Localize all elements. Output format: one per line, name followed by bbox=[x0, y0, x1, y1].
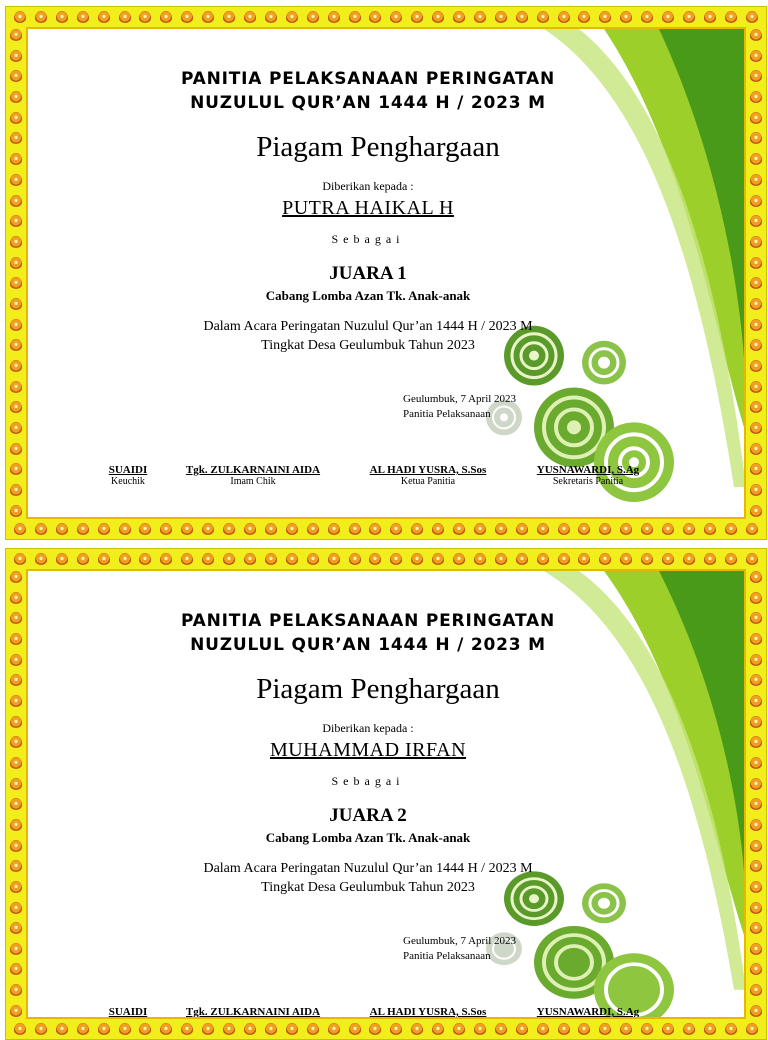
ornament-icon bbox=[10, 798, 22, 810]
recipient-name bbox=[168, 739, 568, 762]
ornament-icon bbox=[662, 1023, 674, 1035]
organizer-line-1: PANITIA PELAKSANAAN PERINGATAN bbox=[180, 69, 556, 89]
ornament-icon bbox=[56, 11, 68, 23]
ornament-icon bbox=[432, 11, 444, 23]
ornament-icon bbox=[265, 553, 277, 565]
ornament-icon bbox=[244, 11, 256, 23]
ornament-icon bbox=[750, 422, 762, 434]
organizer-line-1: PANITIA PELAKSANAAN PERINGATAN bbox=[180, 611, 556, 631]
ornament-icon bbox=[474, 553, 486, 565]
ornament-icon bbox=[746, 523, 758, 535]
ornament-icon bbox=[620, 1023, 632, 1035]
ornament-icon bbox=[10, 463, 22, 475]
ornament-icon bbox=[181, 11, 193, 23]
ornament-icon bbox=[10, 257, 22, 269]
ornament-icon bbox=[56, 553, 68, 565]
certificate-1 bbox=[5, 6, 767, 540]
ornament-icon bbox=[307, 523, 319, 535]
ornament-border-bottom bbox=[14, 521, 758, 537]
ornament-icon bbox=[750, 505, 762, 517]
place-date-block bbox=[403, 934, 516, 964]
certificate-title: Piagam Penghargaan bbox=[256, 131, 500, 163]
ornament-icon bbox=[328, 1023, 340, 1035]
signatory-name: SUAIDI bbox=[108, 464, 148, 476]
ornament-icon bbox=[750, 484, 762, 496]
ornament-icon bbox=[390, 11, 402, 23]
ornament-icon bbox=[599, 11, 611, 23]
ornament-icon bbox=[683, 523, 695, 535]
ornament-icon bbox=[750, 902, 762, 914]
ornament-icon bbox=[10, 422, 22, 434]
event-line-1: Dalam Acara Peringatan Nuzulul Qur’an 1444 H / 2023 M bbox=[203, 861, 533, 876]
ornament-icon bbox=[286, 523, 298, 535]
ornament-border-right bbox=[748, 29, 764, 517]
ornament-icon bbox=[641, 553, 653, 565]
ornament-icon bbox=[349, 11, 361, 23]
signatory-role: Sekretaris Panitia bbox=[552, 476, 624, 487]
ornament-icon bbox=[750, 716, 762, 728]
event-description bbox=[128, 859, 608, 897]
organizer-line-2: NUZULUL QUR’AN 1444 H / 2023 M bbox=[190, 93, 546, 113]
ornament-icon bbox=[181, 523, 193, 535]
ornament-icon bbox=[620, 523, 632, 535]
ornament-icon bbox=[202, 1023, 214, 1035]
ornament-icon bbox=[139, 11, 151, 23]
ornament-icon bbox=[119, 11, 131, 23]
ornament-icon bbox=[160, 553, 172, 565]
recipient-name bbox=[168, 197, 568, 220]
ornament-icon bbox=[265, 1023, 277, 1035]
ornament-icon bbox=[495, 553, 507, 565]
ornament-icon bbox=[750, 571, 762, 583]
ornament-icon bbox=[704, 11, 716, 23]
ornament-icon bbox=[578, 1023, 590, 1035]
ornament-icon bbox=[750, 612, 762, 624]
ornament-icon bbox=[14, 11, 26, 23]
ornament-icon bbox=[160, 11, 172, 23]
signatory-role: Ketua Panitia bbox=[400, 476, 456, 487]
place-date: Geulumbuk, 7 April 2023 bbox=[403, 393, 517, 405]
certificate-frame bbox=[26, 569, 746, 1019]
ornament-icon bbox=[750, 91, 762, 103]
ornament-icon bbox=[474, 11, 486, 23]
ornament-icon bbox=[160, 1023, 172, 1035]
signatory-4 bbox=[518, 464, 658, 487]
ornament-icon bbox=[750, 943, 762, 955]
recipient-name-text: MUHAMMAD IRFAN bbox=[269, 739, 467, 761]
ornament-icon bbox=[10, 840, 22, 852]
ornament-icon bbox=[369, 11, 381, 23]
ornament-icon bbox=[139, 1023, 151, 1035]
ornament-icon bbox=[683, 1023, 695, 1035]
rank-title: JUARA 1 bbox=[329, 263, 407, 284]
ornament-icon bbox=[750, 381, 762, 393]
signatory-2 bbox=[168, 1006, 338, 1018]
ornament-icon bbox=[750, 153, 762, 165]
ornament-icon bbox=[10, 592, 22, 604]
ornament-icon bbox=[10, 819, 22, 831]
ornament-icon bbox=[10, 757, 22, 769]
ornament-icon bbox=[369, 1023, 381, 1035]
competition-branch: Cabang Lomba Azan Tk. Anak-anak bbox=[265, 288, 471, 303]
ornament-icon bbox=[349, 523, 361, 535]
ornament-icon bbox=[77, 1023, 89, 1035]
ornament-icon bbox=[35, 553, 47, 565]
signatory-name: AL HADI YUSRA, S.Sos bbox=[369, 464, 487, 476]
ornament-icon bbox=[641, 523, 653, 535]
ornament-icon bbox=[558, 553, 570, 565]
ornament-icon bbox=[77, 523, 89, 535]
ornament-icon bbox=[10, 29, 22, 41]
ornament-icon bbox=[474, 523, 486, 535]
ornament-icon bbox=[244, 523, 256, 535]
ornament-icon bbox=[56, 1023, 68, 1035]
ornament-icon bbox=[35, 1023, 47, 1035]
ornament-icon bbox=[750, 592, 762, 604]
ornament-icon bbox=[516, 553, 528, 565]
ornament-border-top bbox=[14, 551, 758, 567]
ornament-icon bbox=[432, 553, 444, 565]
ornament-icon bbox=[223, 523, 235, 535]
ornament-icon bbox=[750, 798, 762, 810]
given-to-label: Diberikan kepada : bbox=[322, 721, 414, 735]
ornament-icon bbox=[750, 860, 762, 872]
ornament-icon bbox=[139, 523, 151, 535]
ornament-icon bbox=[10, 612, 22, 624]
ornament-icon bbox=[10, 236, 22, 248]
ornament-icon bbox=[369, 523, 381, 535]
ornament-icon bbox=[349, 1023, 361, 1035]
ornament-icon bbox=[750, 736, 762, 748]
ornament-icon bbox=[307, 11, 319, 23]
ornament-icon bbox=[10, 298, 22, 310]
ornament-icon bbox=[495, 1023, 507, 1035]
ornament-icon bbox=[683, 553, 695, 565]
ornament-icon bbox=[620, 553, 632, 565]
ornament-icon bbox=[307, 553, 319, 565]
ornament-border-bottom bbox=[14, 1021, 758, 1037]
organizer-line-2: NUZULUL QUR’AN 1444 H / 2023 M bbox=[190, 635, 546, 655]
ornament-icon bbox=[10, 132, 22, 144]
ornament-icon bbox=[349, 553, 361, 565]
ornament-icon bbox=[750, 50, 762, 62]
ornament-icon bbox=[495, 523, 507, 535]
ornament-icon bbox=[286, 553, 298, 565]
ornament-icon bbox=[750, 695, 762, 707]
ornament-icon bbox=[77, 11, 89, 23]
as-label: Sebagai bbox=[331, 232, 405, 246]
ornament-icon bbox=[10, 112, 22, 124]
ornament-icon bbox=[10, 695, 22, 707]
place-date: Geulumbuk, 7 April 2023 bbox=[403, 935, 517, 947]
ornament-icon bbox=[223, 553, 235, 565]
ornament-icon bbox=[750, 674, 762, 686]
ornament-icon bbox=[750, 1005, 762, 1017]
certificate-title: Piagam Penghargaan bbox=[256, 673, 500, 705]
ornament-icon bbox=[14, 1023, 26, 1035]
ornament-icon bbox=[10, 50, 22, 62]
ornament-icon bbox=[750, 70, 762, 82]
ornament-icon bbox=[662, 523, 674, 535]
ornament-icon bbox=[139, 553, 151, 565]
ornament-icon bbox=[746, 1023, 758, 1035]
ornament-icon bbox=[453, 11, 465, 23]
signatory-role: Imam Chik bbox=[230, 476, 276, 487]
ornament-icon bbox=[202, 553, 214, 565]
ornament-icon bbox=[537, 11, 549, 23]
ornament-icon bbox=[10, 963, 22, 975]
ornament-icon bbox=[98, 553, 110, 565]
signatory-2 bbox=[168, 464, 338, 487]
ornament-icon bbox=[119, 1023, 131, 1035]
ornament-icon bbox=[578, 523, 590, 535]
ornament-icon bbox=[10, 902, 22, 914]
ornament-icon bbox=[746, 11, 758, 23]
ornament-icon bbox=[10, 881, 22, 893]
ornament-icon bbox=[750, 132, 762, 144]
ornament-icon bbox=[286, 11, 298, 23]
competition-branch: Cabang Lomba Azan Tk. Anak-anak bbox=[265, 830, 471, 845]
ornament-icon bbox=[223, 1023, 235, 1035]
certificate-frame bbox=[26, 27, 746, 519]
ornament-icon bbox=[453, 1023, 465, 1035]
ornament-icon bbox=[750, 401, 762, 413]
ornament-icon bbox=[10, 339, 22, 351]
as-label: Sebagai bbox=[331, 774, 405, 788]
ornament-icon bbox=[286, 1023, 298, 1035]
ornament-icon bbox=[704, 523, 716, 535]
ornament-icon bbox=[411, 523, 423, 535]
ornament-icon bbox=[390, 1023, 402, 1035]
ornament-icon bbox=[750, 215, 762, 227]
recipient-name-text: PUTRA HAIKAL H bbox=[282, 197, 454, 219]
signatory-role: Keuchik bbox=[111, 476, 145, 487]
ornament-icon bbox=[746, 553, 758, 565]
ornament-icon bbox=[307, 1023, 319, 1035]
ornament-icon bbox=[77, 553, 89, 565]
ornament-icon bbox=[750, 298, 762, 310]
ornament-icon bbox=[750, 319, 762, 331]
ornament-icon bbox=[750, 360, 762, 372]
ornament-icon bbox=[10, 571, 22, 583]
ornament-icon bbox=[119, 553, 131, 565]
ornament-icon bbox=[725, 553, 737, 565]
ornament-icon bbox=[10, 195, 22, 207]
ornament-icon bbox=[578, 553, 590, 565]
ornament-icon bbox=[750, 881, 762, 893]
ornament-icon bbox=[10, 922, 22, 934]
ornament-icon bbox=[10, 91, 22, 103]
ornament-icon bbox=[750, 963, 762, 975]
ornament-border-left bbox=[8, 571, 24, 1017]
ornament-icon bbox=[599, 523, 611, 535]
ornament-icon bbox=[750, 633, 762, 645]
ornament-icon bbox=[750, 29, 762, 41]
ornament-icon bbox=[750, 195, 762, 207]
ornament-icon bbox=[750, 236, 762, 248]
signatory-name: YUSNAWARDI, S.Ag bbox=[536, 1006, 640, 1018]
ornament-icon bbox=[98, 523, 110, 535]
ornament-icon bbox=[641, 11, 653, 23]
ornament-icon bbox=[558, 1023, 570, 1035]
ornament-icon bbox=[265, 523, 277, 535]
ornament-icon bbox=[328, 553, 340, 565]
ornament-icon bbox=[599, 1023, 611, 1035]
ornament-icon bbox=[10, 443, 22, 455]
ornament-icon bbox=[750, 339, 762, 351]
ornament-icon bbox=[265, 11, 277, 23]
ornament-icon bbox=[516, 523, 528, 535]
ornament-icon bbox=[14, 553, 26, 565]
ornament-icon bbox=[10, 654, 22, 666]
ornament-icon bbox=[750, 174, 762, 186]
ornament-icon bbox=[725, 523, 737, 535]
certificate-2 bbox=[5, 548, 767, 1040]
ornament-icon bbox=[725, 11, 737, 23]
ornament-icon bbox=[641, 1023, 653, 1035]
ornament-icon bbox=[10, 984, 22, 996]
ornament-icon bbox=[98, 11, 110, 23]
ornament-icon bbox=[10, 1005, 22, 1017]
rank-title: JUARA 2 bbox=[329, 805, 407, 826]
place-date-block bbox=[403, 392, 516, 422]
signatory-name: YUSNAWARDI, S.Ag bbox=[536, 464, 640, 476]
signatory-3 bbox=[358, 464, 498, 487]
ornament-icon bbox=[750, 922, 762, 934]
ornament-icon bbox=[474, 1023, 486, 1035]
ornament-icon bbox=[244, 1023, 256, 1035]
ornament-icon bbox=[160, 523, 172, 535]
ornament-icon bbox=[119, 523, 131, 535]
ornament-icon bbox=[10, 860, 22, 872]
organizer-heading bbox=[138, 609, 598, 657]
ornament-icon bbox=[10, 215, 22, 227]
ornament-icon bbox=[10, 736, 22, 748]
ornament-icon bbox=[432, 1023, 444, 1035]
ornament-icon bbox=[750, 277, 762, 289]
ornament-icon bbox=[328, 523, 340, 535]
ornament-icon bbox=[558, 11, 570, 23]
signatory-name: SUAIDI bbox=[108, 1006, 148, 1018]
ornament-icon bbox=[10, 319, 22, 331]
ornament-icon bbox=[750, 443, 762, 455]
ornament-icon bbox=[244, 553, 256, 565]
ornament-icon bbox=[750, 112, 762, 124]
ornament-icon bbox=[10, 505, 22, 517]
ornament-icon bbox=[453, 523, 465, 535]
ornament-border-right bbox=[748, 571, 764, 1017]
committee-label: Panitia Pelaksanaan bbox=[403, 408, 491, 420]
ornament-icon bbox=[390, 523, 402, 535]
ornament-icon bbox=[537, 553, 549, 565]
given-to-label: Diberikan kepada : bbox=[322, 179, 414, 193]
ornament-icon bbox=[35, 11, 47, 23]
ornament-icon bbox=[537, 1023, 549, 1035]
ornament-icon bbox=[750, 984, 762, 996]
ornament-icon bbox=[14, 523, 26, 535]
ornament-icon bbox=[704, 1023, 716, 1035]
ornament-icon bbox=[10, 174, 22, 186]
ornament-icon bbox=[750, 257, 762, 269]
ornament-icon bbox=[411, 553, 423, 565]
signatory-name: Tgk. ZULKARNAINI AIDA bbox=[185, 464, 321, 476]
ornament-icon bbox=[10, 633, 22, 645]
ornament-icon bbox=[10, 716, 22, 728]
ornament-icon bbox=[10, 70, 22, 82]
ornament-icon bbox=[35, 523, 47, 535]
ornament-icon bbox=[10, 381, 22, 393]
ornament-icon bbox=[578, 11, 590, 23]
ornament-icon bbox=[10, 778, 22, 790]
ornament-icon bbox=[369, 553, 381, 565]
ornament-icon bbox=[202, 11, 214, 23]
ornament-icon bbox=[750, 819, 762, 831]
signatory-3 bbox=[358, 1006, 498, 1018]
ornament-icon bbox=[495, 11, 507, 23]
ornament-icon bbox=[620, 11, 632, 23]
ornament-icon bbox=[223, 11, 235, 23]
ornament-icon bbox=[181, 553, 193, 565]
event-line-1: Dalam Acara Peringatan Nuzulul Qur’an 1444 H / 2023 M bbox=[203, 319, 533, 334]
event-description bbox=[128, 317, 608, 355]
ornament-icon bbox=[516, 11, 528, 23]
ornament-icon bbox=[181, 1023, 193, 1035]
ornament-icon bbox=[537, 523, 549, 535]
ornament-icon bbox=[750, 778, 762, 790]
ornament-icon bbox=[558, 523, 570, 535]
ornament-icon bbox=[411, 1023, 423, 1035]
ornament-border-top bbox=[14, 9, 758, 25]
event-line-2: Tingkat Desa Geulumbuk Tahun 2023 bbox=[261, 880, 475, 895]
signatory-name: Tgk. ZULKARNAINI AIDA bbox=[185, 1006, 321, 1018]
event-line-2: Tingkat Desa Geulumbuk Tahun 2023 bbox=[261, 338, 475, 353]
organizer-heading bbox=[138, 67, 598, 115]
ornament-icon bbox=[390, 553, 402, 565]
ornament-icon bbox=[453, 553, 465, 565]
ornament-icon bbox=[10, 277, 22, 289]
ornament-icon bbox=[704, 553, 716, 565]
ornament-icon bbox=[432, 523, 444, 535]
ornament-icon bbox=[683, 11, 695, 23]
ornament-icon bbox=[56, 523, 68, 535]
ornament-icon bbox=[750, 757, 762, 769]
ornament-icon bbox=[662, 11, 674, 23]
ornament-icon bbox=[411, 11, 423, 23]
ornament-icon bbox=[10, 153, 22, 165]
signatory-4 bbox=[518, 1006, 658, 1018]
ornament-icon bbox=[98, 1023, 110, 1035]
ornament-icon bbox=[202, 523, 214, 535]
committee-label: Panitia Pelaksanaan bbox=[403, 950, 491, 962]
ornament-icon bbox=[10, 484, 22, 496]
signatory-name: AL HADI YUSRA, S.Sos bbox=[369, 1006, 487, 1018]
ornament-border-left bbox=[8, 29, 24, 517]
ornament-icon bbox=[599, 553, 611, 565]
ornament-icon bbox=[750, 654, 762, 666]
ornament-icon bbox=[10, 674, 22, 686]
ornament-icon bbox=[10, 360, 22, 372]
ornament-icon bbox=[10, 943, 22, 955]
ornament-icon bbox=[725, 1023, 737, 1035]
ornament-icon bbox=[662, 553, 674, 565]
ornament-icon bbox=[750, 463, 762, 475]
ornament-icon bbox=[328, 11, 340, 23]
ornament-icon bbox=[516, 1023, 528, 1035]
ornament-icon bbox=[750, 840, 762, 852]
ornament-icon bbox=[10, 401, 22, 413]
